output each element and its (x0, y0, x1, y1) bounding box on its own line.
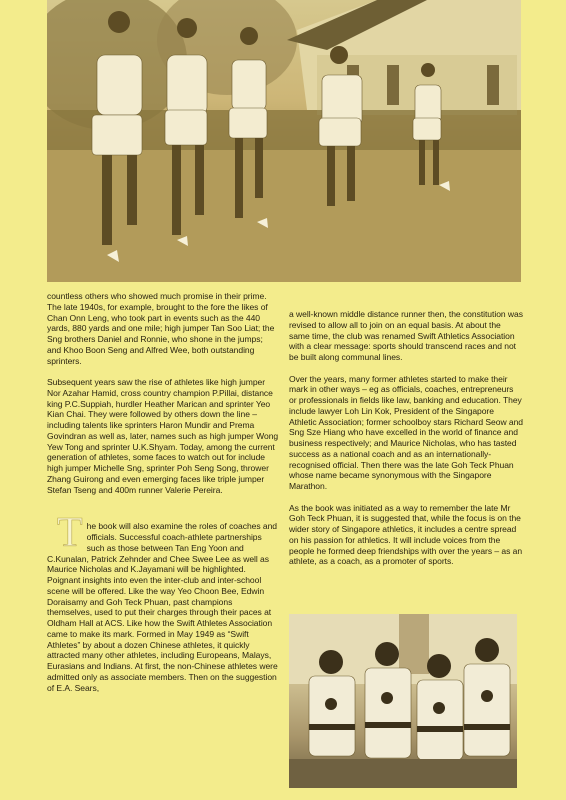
runners-photo-illustration (47, 0, 521, 282)
athletes-team-photo-illustration (289, 614, 517, 788)
left-text-column (47, 291, 279, 704)
left-paragraph-1: countless others who showed much promise in their prime. The late 1940s, for example, brought to the fore the likes of Chan Onn Leng, who took part in events such as the 440 yards, 880 yards and one mile; high jumper Tan Soo Liat; the Sng brothers Daniel and Ronnie, who shone in the jumps; and Khoo Boon Seng and Alfred Wee, both outstanding sprinters. (47, 291, 275, 366)
right-paragraph-2: Over the years, many former athletes started to make their mark in other ways – eg as officials, coaches, entrepreneurs or professionals in fields like law, banking and education. They include lawyer Loh Lin Kok, President of the Singapore Athletic Association; former schoolboy stars Richard Seow and Sng Sze Hiang who have excelled in the world of finance and business respectively; and Maurice Nicholas, who has tasted success as a national coach and as an internationally-recognised official. Then there was the late Goh Teck Phuan whose name became synonymous with the Singapore Marathon. (289, 373, 524, 491)
runners-photo (47, 0, 521, 282)
right-text-column (289, 309, 523, 578)
drop-cap: T (57, 510, 83, 557)
left-paragraph-3 (47, 510, 279, 693)
left-paragraph-3-text: he book will also examine the roles of coaches and officials. Successful coach-athlete partnerships such as those between Tan Eng Yoon and C.Kunalan, Patrick Zehnder and Chee Swee Lee as well as Maurice Nicholas and K.Jayamani will be highlighted. Poignant insights into even the inter-club and inter-school scene will be offered. Like the way Yeo Choon Bee, Edwin Doraisamy and Goh Teck Phuan, past champions themselves, used to put their charges through their paces at Oldham Hall at ACS. Like how the Swift Athletes Association came to make its mark. Formed in May 1949 as “Swift Athletes” by about a dozen Chinese athletes, it quickly attracted many other athletes, including Europeans, Malays, Eurasians and Indians. At first, the non-Chinese athletes were admitted only as associate members. Then on the suggestion of E.A. Sears, (47, 521, 278, 693)
athletes-team-photo (289, 614, 517, 788)
left-paragraph-2: Subsequent years saw the rise of athletes like high jumper Nor Azahar Hamid, cross country champion P.Pillai, distance king P.C.Suppiah, hurdler Heather Marican and sprinter Yeo Kian Chai. They were followed by others down the line – including talents like sprinters Haron Mundir and Prema Govindran as well as, later, names such as high jumper Wong Yew Tong and sprinter U.K.Shyam. Today, among the current generation of athletes, some faces to watch out for include high jumper Michelle Sng, sprinter Poh Seng Song, thrower Zhang Guirong and even emerging faces like triple jumper Stefan Tseng and 400m runner Valerie Pereira. (47, 377, 279, 495)
right-paragraph-3: As the book was initiated as a way to remember the late Mr Goh Teck Phuan, it is suggested that, while the focus is on the wider story of Singapore athletics, it includes a centre spread on his passion for athletics. It will include voices from the people he formed deep friendships with over the years – as an athlete, as a coach, as a promoter of sports. (289, 502, 523, 567)
right-paragraph-1: a well-known middle distance runner then, the constitution was revised to allow all to join on an equal basis. At about the same time, the club was renamed Swift Athletics Association with a clear message: sports should transcend races and not be built along communal lines. (289, 309, 523, 362)
